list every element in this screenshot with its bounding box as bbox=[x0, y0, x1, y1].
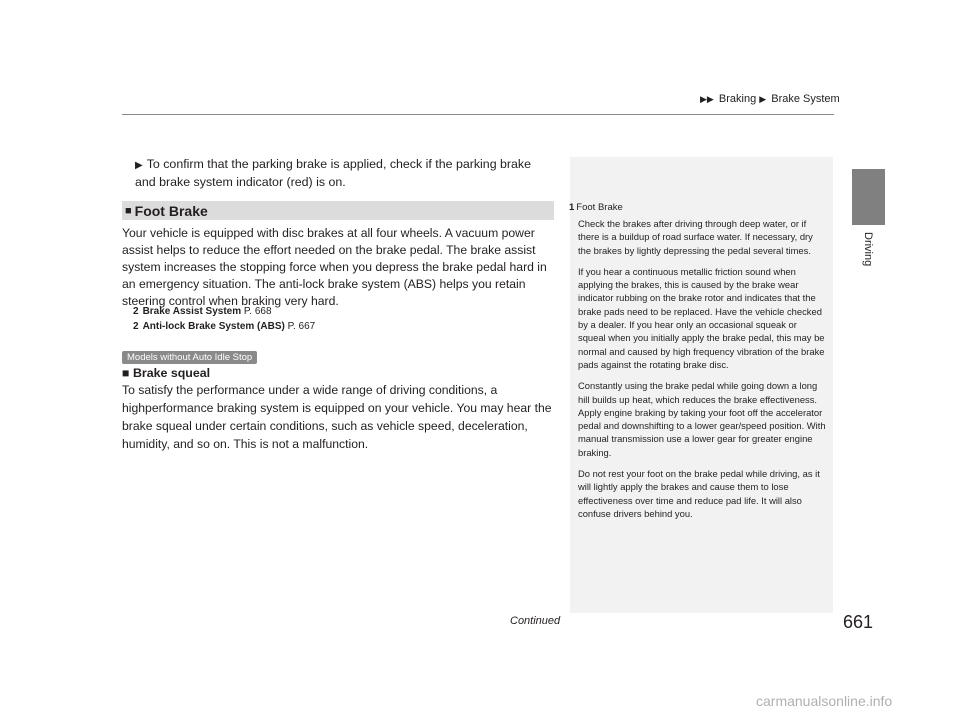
foot-brake-paragraph: Your vehicle is equipped with disc brakes at all four wheels. A vacuum power assist helps to reduce the effort needed on the brake pedal. The brake assist system increases the stopping force when you depress the brake pedal hard in an emergency situation. The anti-lock brake system (ABS) helps you retain steering control when braking very hard. bbox=[122, 226, 547, 308]
breadcrumb-brake-system-link[interactable]: Brake System bbox=[771, 93, 840, 105]
note-paragraph: Check the brakes after driving through deep water, or if there is a buildup of road surface water. If necessary, dry the brakes by lightly depressing the pedal several times. bbox=[578, 218, 813, 256]
xref-brake-assist-link[interactable] bbox=[133, 306, 272, 317]
watermark: carmanualsonline.info bbox=[756, 693, 893, 709]
note-paragraph: Do not rest your foot on the brake pedal while driving, as it will lightly apply the brakes and cause them to lose effectiveness over time and reduce pad life. It will also confuse drivers behind you. bbox=[578, 468, 820, 519]
model-badge: Models without Auto Idle Stop bbox=[122, 351, 257, 364]
breadcrumb bbox=[700, 93, 840, 105]
chapter-tab-label: Driving bbox=[862, 232, 874, 267]
breadcrumb-braking-link[interactable]: Braking bbox=[718, 93, 757, 105]
breadcrumb-separator-icon: ▶ bbox=[759, 94, 767, 104]
intro-note bbox=[135, 156, 555, 191]
xref-icon: 2 bbox=[133, 306, 139, 317]
header-divider bbox=[122, 114, 834, 115]
breadcrumb-arrow-icon: ▶▶ bbox=[700, 94, 714, 104]
xref-icon: 2 bbox=[133, 321, 139, 332]
page-number: 661 bbox=[843, 612, 874, 632]
xref-title: Brake Assist System bbox=[142, 306, 242, 317]
sub-square-icon: ■ bbox=[122, 366, 130, 380]
brake-squeal-heading bbox=[122, 366, 210, 380]
xref-title: Anti-lock Brake System (ABS) bbox=[142, 321, 285, 332]
section-title: Foot Brake bbox=[134, 202, 208, 219]
chapter-tab[interactable] bbox=[852, 169, 885, 225]
section-square-icon: ■ bbox=[125, 204, 132, 217]
xref-page: P. 668 bbox=[243, 306, 272, 317]
note-title-text: Foot Brake bbox=[576, 202, 623, 213]
xref-abs-link[interactable] bbox=[133, 321, 315, 332]
sub-title: Brake squeal bbox=[132, 366, 211, 380]
section-heading-bar bbox=[122, 201, 554, 220]
xref-page: P. 667 bbox=[287, 321, 316, 332]
intro-arrow-icon: ▶ bbox=[135, 160, 143, 171]
continued-label: Continued bbox=[510, 615, 561, 627]
note-title bbox=[569, 202, 623, 213]
intro-text: To confirm that the parking brake is applied, check if the parking brake and brake system indicator (red) is on. bbox=[135, 157, 532, 189]
note-body bbox=[578, 217, 826, 528]
note-paragraph: If you hear a continuous metallic friction sound when applying the brakes, this is caused by the brake wear indicator rubbing on the brake rotor and indicates that the brake pads need to be replaced. Have the vehicle checked by a dealer. If you hear only an occasional squeak or squeal when you initially apply the brake pedal, this may be normal and caused by high frequency vibration of the brake pads against the rotating brake disc. bbox=[578, 265, 825, 370]
note-paragraph: Constantly using the brake pedal while going down a long hill builds up heat, which reduces the brake effectiveness. Apply engine braking by taking your foot off the accelerator pedal and downshifting to a lower gear/speed position. With manual transmission use a lower gear for greater engine braking. bbox=[578, 380, 826, 458]
note-marker-icon: 1 bbox=[569, 202, 575, 213]
brake-squeal-paragraph: To satisfy the performance under a wide range of driving conditions, a highperformance braking system is equipped on your vehicle. You may hear the brake squeal under certain conditions, such as vehicle speed, deceleration, humidity, and so on. This is not a malfunction. bbox=[122, 383, 552, 451]
